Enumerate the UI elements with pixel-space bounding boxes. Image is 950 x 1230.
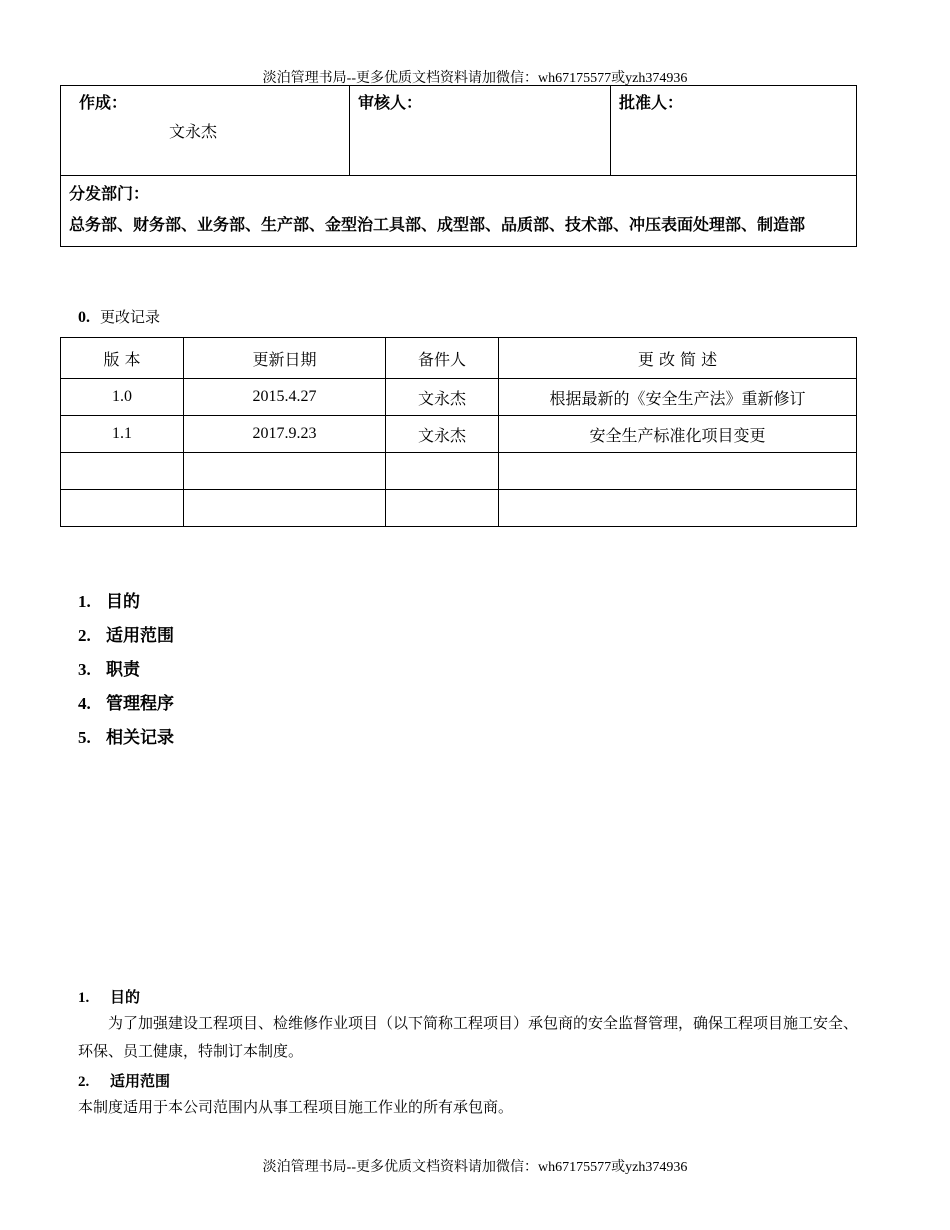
header-banner: 淡泊管理书局--更多优质文档资料请加微信：wh67175577或yzh374936 — [262, 71, 688, 86]
summary-cell — [499, 490, 857, 527]
toc-item-responsibilities: 3. 职责 — [78, 660, 140, 680]
version-cell — [61, 490, 184, 527]
revision-table — [60, 337, 857, 527]
table-row — [61, 416, 857, 453]
scope-text: 本制度适用于本公司范围内从事工程项目施工作业的所有承包商。 — [78, 1098, 514, 1116]
version-cell: 1.0 — [61, 379, 184, 416]
editor-cell — [386, 453, 499, 490]
table-row — [61, 490, 857, 527]
version-cell — [61, 453, 184, 490]
summary-cell: 根据最新的《安全生产法》重新修订 — [499, 379, 857, 416]
date-cell: 2017.9.23 — [184, 416, 386, 453]
col-version-header: 版 本 — [61, 338, 184, 379]
editor-cell: 文永杰 — [386, 379, 499, 416]
change-log-title: 更改记录 — [100, 308, 161, 326]
approver-cell — [611, 86, 857, 176]
table-of-contents — [78, 590, 174, 760]
scope-heading: 2. 适用范围 — [78, 1072, 171, 1090]
approver-label: 批准人： — [619, 93, 684, 112]
author-cell — [61, 86, 350, 176]
author-value: 文永杰 — [169, 122, 218, 141]
purpose-text: 为了加强建设工程项目、检维修作业项目（以下简称工程项目）承包商的安全监督管理，确保工程项目施工安全、环保、员工健康，特制订本制度。 — [78, 1014, 859, 1060]
signoff-table — [60, 85, 857, 247]
toc-item-scope: 2. 适用范围 — [78, 626, 174, 646]
col-summary-header: 更 改 简 述 — [499, 338, 857, 379]
col-date-header: 更新日期 — [184, 338, 386, 379]
distribution-list: 总务部、财务部、业务部、生产部、金型治工具部、成型部、品质部、技术部、冲压表面处理部、制造部 — [69, 215, 806, 234]
toc-item-records: 5. 相关记录 — [78, 728, 174, 748]
purpose-section — [78, 986, 872, 1065]
reviewer-label: 审核人： — [358, 93, 423, 112]
change-log-number: 0. — [78, 309, 90, 326]
distribution-cell — [61, 176, 857, 247]
editor-cell: 文永杰 — [386, 416, 499, 453]
revision-header-row — [61, 338, 857, 379]
table-row — [61, 379, 857, 416]
distribution-label: 分发部门： — [69, 184, 150, 203]
table-row — [61, 453, 857, 490]
author-label: 作成： — [79, 93, 128, 112]
scope-section — [78, 1070, 872, 1121]
toc-item-purpose: 1. 目的 — [78, 592, 140, 612]
date-cell — [184, 453, 386, 490]
summary-cell — [499, 453, 857, 490]
version-cell: 1.1 — [61, 416, 184, 453]
toc-item-procedure: 4. 管理程序 — [78, 694, 174, 714]
purpose-heading: 1. 目的 — [78, 988, 141, 1006]
date-cell: 2015.4.27 — [184, 379, 386, 416]
editor-cell — [386, 490, 499, 527]
summary-cell: 安全生产标准化项目变更 — [499, 416, 857, 453]
footer-banner: 淡泊管理书局--更多优质文档资料请加微信：wh67175577或yzh374936 — [262, 1160, 688, 1175]
col-editor-header: 备件人 — [386, 338, 499, 379]
change-log-heading — [78, 306, 160, 327]
date-cell — [184, 490, 386, 527]
reviewer-cell — [350, 86, 611, 176]
